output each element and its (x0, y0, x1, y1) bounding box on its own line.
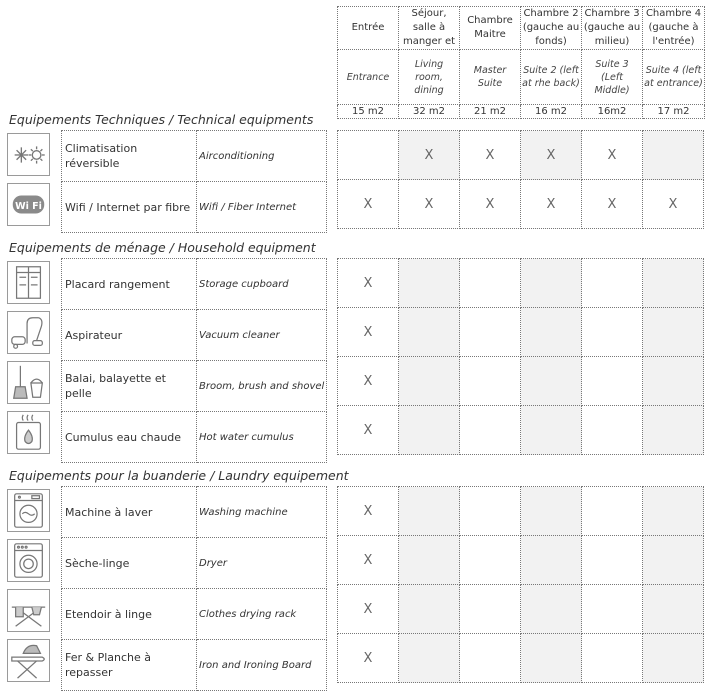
availability-cell: X (460, 180, 521, 229)
cupboard-icon (7, 261, 50, 304)
availability-cell (643, 536, 704, 585)
availability-cell (643, 585, 704, 634)
washing-machine-icon (7, 489, 50, 532)
availability-cell: X (338, 585, 399, 634)
table-row (62, 412, 327, 463)
availability-cell (460, 308, 521, 357)
availability-cell (521, 259, 582, 308)
item-name-fr: Etendoir à linge (62, 589, 197, 640)
availability-cell (643, 131, 704, 180)
availability-cell (643, 406, 704, 455)
item-name-en: Broom, brush and shovel (197, 361, 327, 412)
availability-cell (521, 406, 582, 455)
laundry-labels (61, 486, 327, 691)
technical-labels (61, 130, 327, 233)
item-name-en: Airconditioning (197, 131, 327, 182)
item-name-en: Clothes drying rack (197, 589, 327, 640)
laundry-grid (337, 486, 704, 683)
availability-cell (521, 308, 582, 357)
availability-cell: X (338, 536, 399, 585)
wifi-icon (7, 183, 50, 226)
room-name-en: Living room, dining (399, 50, 460, 105)
availability-cell (521, 487, 582, 536)
table-row (338, 308, 704, 357)
room-name-en: Entrance (338, 50, 399, 105)
room-name-fr: Entrée (338, 7, 399, 50)
availability-cell: X (338, 406, 399, 455)
item-name-fr: Machine à laver (62, 487, 197, 538)
table-row (338, 131, 704, 180)
item-name-fr: Cumulus eau chaude (62, 412, 197, 463)
availability-cell (399, 259, 460, 308)
availability-cell (521, 634, 582, 683)
availability-cell (521, 357, 582, 406)
item-name-en: Wifi / Fiber Internet (197, 182, 327, 233)
table-row (62, 182, 327, 233)
section-title-household: Equipements de ménage / Household equipment (9, 240, 316, 255)
availability-cell (582, 308, 643, 357)
room-name-fr: Chambre 2 (gauche au fonds) (521, 7, 582, 50)
availability-cell (399, 487, 460, 536)
availability-cell: X (643, 180, 704, 229)
broom-bucket-icon (7, 361, 50, 404)
table-row (62, 589, 327, 640)
availability-cell: X (338, 259, 399, 308)
availability-cell (399, 406, 460, 455)
room-size: 15 m2 (338, 105, 399, 119)
availability-cell: X (338, 308, 399, 357)
room-size: 32 m2 (399, 105, 460, 119)
availability-cell (582, 406, 643, 455)
availability-cell: X (399, 180, 460, 229)
table-row (338, 357, 704, 406)
availability-cell (582, 259, 643, 308)
technical-grid (337, 130, 704, 229)
availability-cell: X (399, 131, 460, 180)
table-row (338, 487, 704, 536)
item-name-en: Vacuum cleaner (197, 310, 327, 361)
household-labels (61, 258, 327, 463)
item-name-en: Hot water cumulus (197, 412, 327, 463)
availability-cell (460, 634, 521, 683)
iron-board-icon (7, 639, 50, 682)
table-row (338, 406, 704, 455)
room-name-fr: Séjour, salle à manger et (399, 7, 460, 50)
table-row (338, 259, 704, 308)
availability-cell (582, 487, 643, 536)
availability-cell: X (338, 487, 399, 536)
drying-rack-icon (7, 589, 50, 632)
item-name-en: Storage cupboard (197, 259, 327, 310)
table-row (62, 487, 327, 538)
section-title-laundry: Equipements pour la buanderie / Laundry equipement (9, 468, 349, 483)
availability-cell (582, 357, 643, 406)
availability-cell (521, 536, 582, 585)
table-row (338, 536, 704, 585)
availability-cell (399, 634, 460, 683)
table-row (62, 538, 327, 589)
room-name-fr: Chambre 3 (gauche au milieu) (582, 7, 643, 50)
table-row (62, 310, 327, 361)
availability-cell (643, 487, 704, 536)
availability-cell: X (582, 131, 643, 180)
wifi-icon-text: Wi Fi (15, 200, 42, 212)
availability-cell: X (338, 357, 399, 406)
availability-cell: X (521, 180, 582, 229)
snowflake-sun-icon (7, 133, 50, 176)
availability-cell: X (521, 131, 582, 180)
household-grid (337, 258, 704, 455)
room-name-fr: Chambre Maitre (460, 7, 521, 50)
availability-cell (460, 259, 521, 308)
rooms-header-table (337, 6, 705, 119)
table-row (62, 259, 327, 310)
availability-cell (460, 487, 521, 536)
availability-cell (460, 585, 521, 634)
availability-cell (521, 585, 582, 634)
table-row (62, 640, 327, 691)
room-size: 16m2 (582, 105, 643, 119)
availability-cell (460, 406, 521, 455)
availability-cell (643, 259, 704, 308)
availability-cell (399, 536, 460, 585)
water-heater-icon (7, 411, 50, 454)
room-name-fr: Chambre 4 (gauche à l'entrée) (643, 7, 705, 50)
availability-cell (582, 634, 643, 683)
availability-cell: X (338, 180, 399, 229)
item-name-en: Iron and Ironing Board (197, 640, 327, 691)
room-name-en: Master Suite (460, 50, 521, 105)
availability-cell (399, 585, 460, 634)
table-row (338, 585, 704, 634)
availability-cell: X (338, 634, 399, 683)
section-title-technical: Equipements Techniques / Technical equipments (9, 112, 314, 127)
room-size: 21 m2 (460, 105, 521, 119)
availability-cell (582, 536, 643, 585)
room-name-en: Suite 3 (Left Middle) (582, 50, 643, 105)
table-row (62, 131, 327, 182)
room-size: 17 m2 (643, 105, 705, 119)
item-name-en: Washing machine (197, 487, 327, 538)
table-row (338, 180, 704, 229)
item-name-en: Dryer (197, 538, 327, 589)
availability-cell (399, 308, 460, 357)
dryer-icon (7, 539, 50, 582)
availability-cell (338, 131, 399, 180)
availability-cell: X (460, 131, 521, 180)
room-name-en: Suite 4 (left at entrance) (643, 50, 705, 105)
item-name-fr: Fer & Planche à repasser (62, 640, 197, 691)
item-name-fr: Wifi / Internet par fibre (62, 182, 197, 233)
item-name-fr: Climatisation réversible (62, 131, 197, 182)
availability-cell (643, 634, 704, 683)
table-row (62, 361, 327, 412)
table-row (338, 634, 704, 683)
room-name-en: Suite 2 (left at rhe back) (521, 50, 582, 105)
item-name-fr: Aspirateur (62, 310, 197, 361)
item-name-fr: Sèche-linge (62, 538, 197, 589)
item-name-fr: Balai, balayette et pelle (62, 361, 197, 412)
item-name-fr: Placard rangement (62, 259, 197, 310)
availability-cell (460, 536, 521, 585)
availability-cell (399, 357, 460, 406)
availability-cell (582, 585, 643, 634)
availability-cell (460, 357, 521, 406)
room-size: 16 m2 (521, 105, 582, 119)
availability-cell (643, 357, 704, 406)
availability-cell (643, 308, 704, 357)
availability-cell: X (582, 180, 643, 229)
vacuum-cleaner-icon (7, 311, 50, 354)
